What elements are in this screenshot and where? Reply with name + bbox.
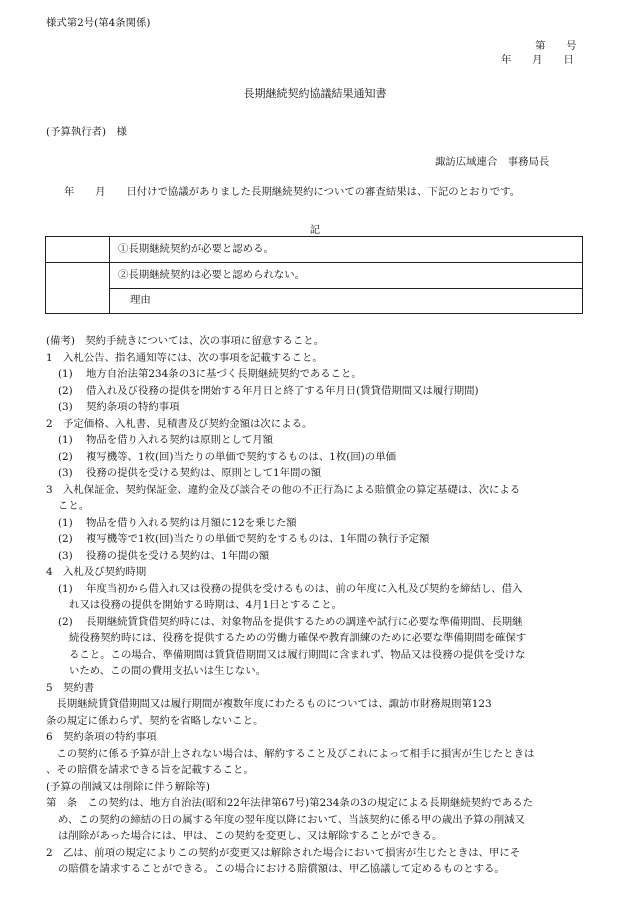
note-text: (予算の削減又は削除に伴う解除等): [46, 780, 210, 793]
note-line: [46, 715, 586, 732]
note-number: (2): [58, 384, 73, 397]
note-text: いため、この間の費用支払いは生じない。: [69, 665, 267, 677]
note-number: (1): [58, 516, 73, 529]
note-text: の賠償を請求することができる。この場合における賠償額は、甲乙協議して定めるものとする。: [58, 863, 505, 875]
note-line: [46, 352, 586, 369]
note-number: (3): [58, 467, 73, 479]
note-number: (1): [58, 434, 73, 446]
note-text: 地方自治法第234条の3に基づく長期継続契約であること。: [86, 368, 362, 380]
note-line: [46, 451, 586, 468]
note-line: [46, 847, 586, 864]
note-number: (3): [58, 401, 73, 413]
note-text: 2 乙は、前項の規定によりこの契約が変更又は解除された場合において損害が生じたときは、甲にそ: [46, 846, 521, 859]
note-text: 複写機等で1枚(回)当たりの単価で契約をするものは、1年間の執行予定額: [86, 533, 430, 545]
note-text: 複写機等、1枚(回)当たりの単価で契約するものは、1枚(回)の単価: [86, 450, 396, 463]
form-label: 様式第2号(第4条関係): [46, 17, 151, 29]
page-title: 長期継続契約協議結果通知書: [243, 87, 387, 100]
note-line: [46, 401, 586, 418]
note-text: 役務の提供を受ける契約は、原則として1年間の額: [86, 467, 322, 479]
sender: 諏訪広域連合 事務局長: [435, 156, 550, 168]
note-line: [46, 566, 586, 583]
note-text: め、この契約の締結の日の属する年度の翌年度以降において、当該契約に係る甲の歳出予算の削減又: [58, 813, 525, 826]
note-text: 3 入札保証金、契約保証金、違約金及び談合その他の不正行為による賠償金の算定基礎は、次による: [46, 483, 521, 496]
ki-heading: 記: [309, 224, 321, 236]
result-row-rejected: [46, 263, 583, 289]
note-number: (1): [58, 368, 73, 380]
note-line: [46, 830, 586, 847]
note-line: [46, 335, 586, 352]
note-line: [46, 368, 586, 385]
note-number: (2): [58, 450, 73, 463]
note-line: [46, 616, 586, 633]
note-line: [46, 484, 586, 501]
note-line: [46, 814, 586, 831]
checkbox-cell[interactable]: [46, 263, 110, 314]
note-text: 1 入札公告、指名通知等には、次の事項を記載すること。: [46, 351, 323, 364]
note-number: (2): [58, 615, 73, 628]
note-line: [46, 500, 586, 517]
note-line: [46, 781, 586, 798]
note-line: [46, 632, 586, 649]
note-line: [46, 665, 586, 682]
result-row-approved: [46, 237, 583, 263]
note-number: (1): [58, 582, 73, 595]
note-text: ること。この場合、準備期間は賃貸借期間又は履行期間に含まれず、物品又は役務の提供を受けな: [69, 648, 526, 661]
addressee: (予算執行者) 様: [46, 126, 127, 138]
note-line: [46, 385, 586, 402]
note-line: [46, 797, 586, 814]
note-text: この契約に係る予算が計上されない場合は、解約すること及びこれによって相手に損害が生じたときは: [46, 747, 535, 760]
note-line: [46, 517, 586, 534]
note-line: [46, 731, 586, 748]
note-number: (2): [58, 533, 73, 545]
note-text: 役務の提供を受ける契約は、1年間の額: [86, 549, 270, 562]
document-number-line: 第 号: [535, 40, 577, 52]
note-line: [46, 418, 586, 435]
note-line: [46, 533, 586, 550]
note-line: [46, 599, 586, 616]
reason-label: 理由: [110, 289, 583, 314]
note-number: (3): [58, 549, 73, 562]
note-text: 、その賠償を請求できる旨を記載すること。: [46, 764, 254, 776]
note-text: 長期継続賃貸借期間又は履行期間が複数年度にわたるものについては、諏訪市財務規則第123: [46, 698, 492, 710]
note-text: は削除があった場合には、甲は、この契約を変更し、又は解除することができる。: [58, 830, 443, 842]
note-text: 5 契約書: [46, 681, 95, 694]
note-text: 物品を借り入れる契約は月額に12を乗じた額: [86, 516, 297, 529]
note-text: (備考) 契約手続きについては、次の事項に留意すること。: [46, 335, 325, 347]
note-line: [46, 583, 586, 600]
intro-paragraph: 年 月 日付けで協議がありました長期継続契約についての審査結果は、下記のとおりです。: [64, 186, 521, 198]
note-text: れ又は役務の提供を開始する時期は、4月1日とすること。: [69, 599, 342, 611]
note-text: 年度当初から借入れ又は役務の提供を受けるものは、前の年度に入札及び契約を締結し、借入: [86, 582, 523, 595]
note-line: [46, 467, 586, 484]
note-text: 2 予定価格、入札書、見積書及び契約金額は次による。: [46, 417, 313, 430]
note-line: [46, 649, 586, 666]
option-approved: ①長期継続契約が必要と認める。: [110, 237, 583, 263]
note-line: [46, 698, 586, 715]
note-text: 契約条項の特約事項: [86, 401, 180, 413]
note-line: [46, 863, 586, 880]
note-line: [46, 550, 586, 567]
note-text: 第 条 この契約は、地方自治法(昭和22年法律第67号)第234条の3の規定による長期継続契約であるた: [46, 797, 534, 809]
note-text: こと。: [58, 500, 90, 512]
note-line: [46, 682, 586, 699]
note-line: [46, 764, 586, 781]
note-text: 借入れ及び役務の提供を開始する年月日と終了する年月日(賃貸借期間又は履行期間): [86, 384, 479, 397]
notes-section: [46, 335, 586, 880]
note-line: [46, 434, 586, 451]
note-text: 物品を借り入れる契約は原則として月額: [86, 434, 274, 446]
result-table: [45, 236, 583, 314]
note-text: 6 契約条項の特約事項: [46, 731, 157, 743]
note-line: [46, 748, 586, 765]
note-text: 長期継続賃貸借契約時には、対象物品を提供するための調達や試行に必要な準備期間、長期継: [86, 615, 523, 628]
document-date-line: 年 月 日: [501, 54, 574, 66]
note-text: 続役務契約時には、役務を提供するための労働力確保や教育訓練のために必要な準備期間を確保す: [69, 632, 527, 644]
option-rejected: ②長期継続契約は必要と認められない。: [110, 263, 583, 289]
checkbox-cell[interactable]: [46, 237, 110, 263]
note-text: 4 入札及び契約時期: [46, 566, 147, 578]
result-row-reason: [46, 289, 583, 314]
note-text: 条の規定に係わらず、契約を省略しないこと。: [46, 714, 264, 727]
